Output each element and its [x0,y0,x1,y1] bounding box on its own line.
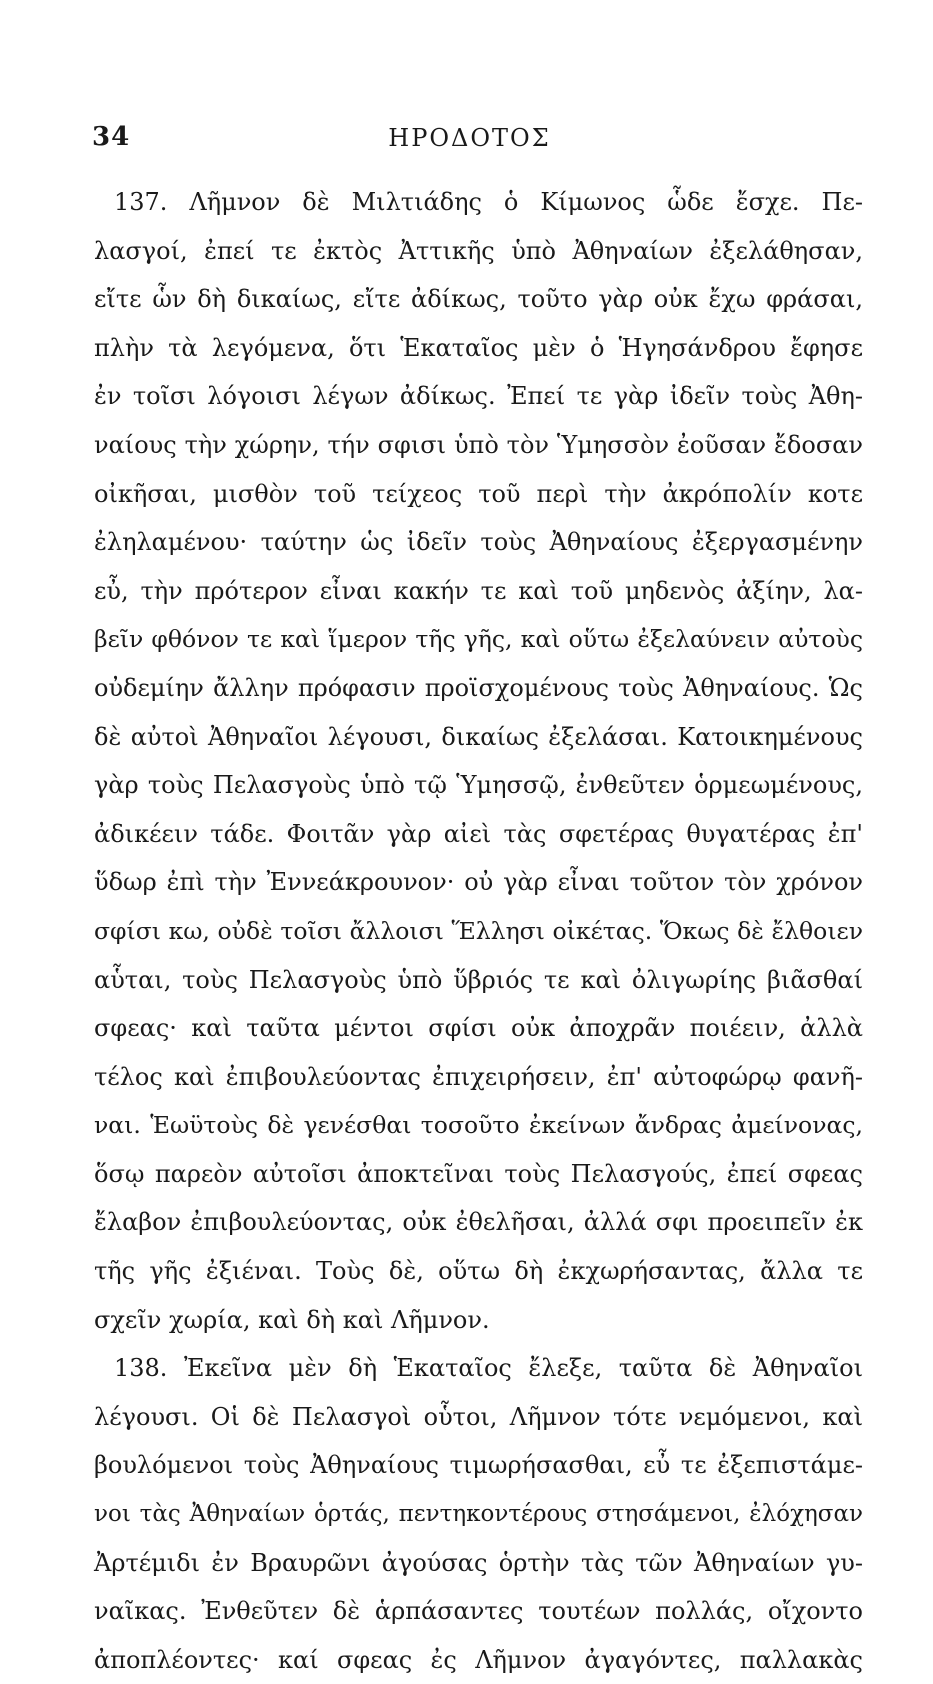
text-line: βουλόμενοι τοὺς Ἀθηναίους τιμωρήσασθαι, εὖ τε ἐξεπιστάμε- [94,1451,863,1480]
text-line: λέγουσι. Οἱ δὲ Πελασγοὶ οὗτοι, Λῆμνον τότε νεμόμενοι, καὶ [94,1402,863,1431]
running-title: ΗΡΟΔΟΤΟΣ [388,124,551,152]
text-line: ὅσῳ παρεὸν αὐτοῖσι ἀποκτεῖναι τοὺς Πελασγούς, ἐπεί σφεας [94,1159,863,1188]
text-line: ναῖκας. Ἐνθεῦτεν δὲ ἁρπάσαντες τουτέων πολλάς, οἴχοντο [94,1597,863,1626]
text-line: ἀποπλέοντες· καί σφεας ἐς Λῆμνον ἀγαγόντες, παλλακὰς [94,1645,863,1674]
text-line: σφίσι κω, οὐδὲ τοῖσι ἄλλοισι Ἕλλησι οἰκέτας. Ὅκως δὲ ἔλθοιεν [94,916,863,945]
body-text [94,178,863,1684]
page-header [92,122,847,162]
text-line: Ἀρτέμιδι ἐν Βραυρῶνι ἀγούσας ὁρτὴν τὰς τῶν Ἀθηναίων γυ- [94,1548,863,1577]
text-line: εἴτε ὧν δὴ δικαίως, εἴτε ἀδίκως, τοῦτο γὰρ οὐκ ἔχω φράσαι, [94,285,863,314]
text-line: τῆς γῆς ἐξιέναι. Τοὺς δὲ, οὕτω δὴ ἐκχωρήσαντας, ἄλλα τε [94,1257,863,1286]
text-line: αὗται, τοὺς Πελασγοὺς ὑπὸ ὕβριός τε καὶ ὀλιγωρίης βιᾶσθαί [94,965,863,994]
text-line: οὐδεμίην ἄλλην πρόφασιν προϊσχομένους τοὺς Ἀθηναίους. Ὡς [94,673,863,702]
text-line: ναι. Ἑωϋτοὺς δὲ γενέσθαι τοσοῦτο ἐκείνων ἄνδρας ἀμείνονας, [94,1111,863,1140]
text-line: εὖ, τὴν πρότερον εἶναι κακήν τε καὶ τοῦ μηδενὸς ἀξίην, λα- [94,576,863,605]
text-line: λασγοί, ἐπεί τε ἐκτὸς Ἀττικῆς ὑπὸ Ἀθηναίων ἐξελάθησαν, [94,236,863,265]
text-line: ἐν τοῖσι λόγοισι λέγων ἀδίκως. Ἐπεί τε γὰρ ἰδεῖν τοὺς Ἀθη- [94,382,863,411]
text-line: 137. Λῆμνον δὲ Μιλτιάδης ὁ Κίμωνος ὧδε ἔσχε. Πε- [114,188,863,216]
text-line: ἐληλαμένου· ταύτην ὡς ἰδεῖν τοὺς Ἀθηναίους ἐξεργασμένην [94,528,863,557]
text-line: νοι τὰς Ἀθηναίων ὁρτάς, πεντηκοντέρους στησάμενοι, ἐλόχησαν [94,1501,863,1528]
text-line: δὲ αὐτοὶ Ἀθηναῖοι λέγουσι, δικαίως ἐξελάσαι. Κατοικημένους [94,722,863,751]
text-line: γὰρ τοὺς Πελασγοὺς ὑπὸ τῷ Ὑμησσῷ, ἐνθεῦτεν ὁρμεωμένους, [94,771,863,800]
page-number: 34 [92,122,131,152]
text-line: ναίους τὴν χώρην, τήν σφισι ὑπὸ τὸν Ὑμησσὸν ἐοῦσαν ἔδοσαν [94,430,863,459]
text-line: 138. Ἐκεῖνα μὲν δὴ Ἑκαταῖος ἔλεξε, ταῦτα δὲ Ἀθηναῖοι [114,1354,863,1383]
text-line: σφεας· καὶ ταῦτα μέντοι σφίσι οὐκ ἀποχρᾶν ποιέειν, ἀλλὰ [94,1014,863,1043]
text-line: βεῖν φθόνον τε καὶ ἵμερον τῆς γῆς, καὶ οὕτω ἐξελαύνειν αὐτοὺς [94,625,863,654]
text-line: ἔλαβον ἐπιβουλεύοντας, οὐκ ἐθελῆσαι, ἀλλά σφι προειπεῖν ἐκ [94,1208,863,1237]
text-line: ὕδωρ ἐπὶ τὴν Ἐννεάκρουνον· οὐ γὰρ εἶναι τοῦτον τὸν χρόνον [94,868,863,897]
text-line: πλὴν τὰ λεγόμενα, ὅτι Ἑκαταῖος μὲν ὁ Ἡγησάνδρου ἔφησε [94,333,863,362]
text-line: οἰκῆσαι, μισθὸν τοῦ τείχεος τοῦ περὶ τὴν ἀκρόπολίν κοτε [94,479,863,508]
text-line: ἀδικέειν τάδε. Φοιτᾶν γὰρ αἰεὶ τὰς σφετέρας θυγατέρας ἐπ' [94,819,863,848]
text-line: τέλος καὶ ἐπιβουλεύοντας ἐπιχειρήσειν, ἐπ' αὐτοφώρῳ φανῆ- [94,1062,863,1091]
text-line: σχεῖν χωρία, καὶ δὴ καὶ Λῆμνον. [94,1305,490,1334]
